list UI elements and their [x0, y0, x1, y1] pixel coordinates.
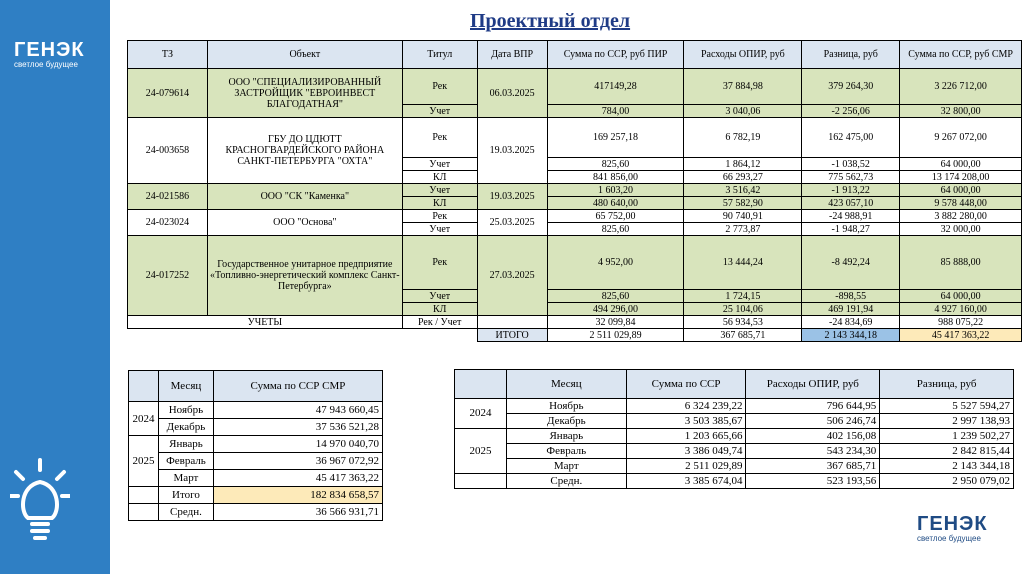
date-cell: 25.03.2025 — [477, 210, 547, 236]
tz-cell: 24-023024 — [128, 210, 208, 236]
year-cell: 2025 — [455, 429, 507, 474]
opir-cell: 506 246,74 — [746, 414, 880, 429]
table-row — [129, 436, 383, 453]
table-row — [128, 69, 1022, 105]
diff-cell: 379 264,30 — [802, 69, 900, 105]
table-row — [129, 453, 383, 470]
header-cell: ТЗ — [128, 41, 208, 69]
smr-cell: 9 578 448,00 — [900, 197, 1022, 210]
brand-name: ГЕНЭК — [14, 39, 85, 61]
value-cell: 14 970 040,70 — [213, 436, 382, 453]
diff-cell: 2 950 079,02 — [880, 474, 1014, 489]
smr-cell: 3 882 280,00 — [900, 210, 1022, 223]
pir-cell: 825,60 — [547, 290, 684, 303]
opir-cell: 3 040,06 — [684, 105, 802, 118]
title-cell: Учет — [402, 223, 477, 236]
month-cell: Декабрь — [158, 419, 213, 436]
tz-cell: 24-003658 — [128, 118, 208, 184]
diff-cell: 2 143 344,18 — [880, 459, 1014, 474]
itogo-label: ИТОГО — [477, 329, 547, 342]
pir-cell: 1 603,20 — [547, 184, 684, 197]
pir-cell: 784,00 — [547, 105, 684, 118]
opir-cell: 1 724,15 — [684, 290, 802, 303]
table-row — [455, 399, 1014, 414]
title-cell: Учет — [402, 158, 477, 171]
empty-cell — [129, 371, 159, 402]
header-cell: Сумма по ССР, руб СМР — [900, 41, 1022, 69]
smr-cell: 32 800,00 — [900, 105, 1022, 118]
smr-cell: 13 174 208,00 — [900, 171, 1022, 184]
diff-cell: -1 913,22 — [802, 184, 900, 197]
smr-summary-table — [128, 370, 383, 521]
tz-cell: 24-017252 — [128, 236, 208, 316]
pir-cell: 2 511 029,89 — [547, 329, 684, 342]
opir-cell: 3 516,42 — [684, 184, 802, 197]
object-cell: Государственное унитарное предприятие «Топливно-энергетический комплекс Санкт-Петербурга» — [207, 236, 402, 316]
smr-cell: 64 000,00 — [900, 290, 1022, 303]
diff-cell: 1 239 502,27 — [880, 429, 1014, 444]
pir-cell: 65 752,00 — [547, 210, 684, 223]
brand-tagline: светлое будущее — [917, 534, 981, 543]
date-cell: 19.03.2025 — [477, 118, 547, 184]
opir-cell: 402 156,08 — [746, 429, 880, 444]
project-table — [127, 40, 1022, 342]
month-cell: Февраль — [506, 444, 626, 459]
date-cell: 19.03.2025 — [477, 184, 547, 210]
sum-cell: 3 386 049,74 — [626, 444, 746, 459]
uchety-label: УЧЕТЫ — [128, 316, 403, 329]
pir-summary-table — [454, 369, 1014, 489]
diff-cell: 2 143 344,18 — [802, 329, 900, 342]
smr-cell: 3 226 712,00 — [900, 69, 1022, 105]
empty-cell — [129, 504, 159, 521]
month-cell: Февраль — [158, 453, 213, 470]
month-cell: Март — [158, 470, 213, 487]
table-row — [129, 419, 383, 436]
header-cell: Дата ВПР — [477, 41, 547, 69]
header-cell: Объект — [207, 41, 402, 69]
empty-cell — [477, 316, 547, 329]
opir-cell: 2 773,87 — [684, 223, 802, 236]
value-cell: 36 967 072,92 — [213, 453, 382, 470]
month-cell: Декабрь — [506, 414, 626, 429]
smr-cell: 64 000,00 — [900, 184, 1022, 197]
table-row — [455, 414, 1014, 429]
title-cell: Учет — [402, 290, 477, 303]
smr-cell: 988 075,22 — [900, 316, 1022, 329]
table-row — [129, 470, 383, 487]
header-cell: Расходы ОПИР, руб — [684, 41, 802, 69]
opir-cell: 37 884,98 — [684, 69, 802, 105]
month-cell: Ноябрь — [158, 402, 213, 419]
opir-cell: 543 234,30 — [746, 444, 880, 459]
header-cell: Разница, руб — [880, 370, 1014, 399]
sum-cell: 6 324 239,22 — [626, 399, 746, 414]
avg-row — [455, 474, 1014, 489]
object-cell: ООО "СПЕЦИАЛИЗИРОВАННЫЙ ЗАСТРОЙЩИК "ЕВРОИНВЕСТ БЛАГОДАТНАЯ" — [207, 69, 402, 118]
diff-cell: 469 191,94 — [802, 303, 900, 316]
value-cell: 47 943 660,45 — [213, 402, 382, 419]
title-cell: Рек — [402, 210, 477, 223]
empty-cell — [129, 487, 159, 504]
pir-cell: 480 640,00 — [547, 197, 684, 210]
pir-cell: 825,60 — [547, 158, 684, 171]
brand-logo-footer — [917, 514, 988, 544]
table-row — [128, 118, 1022, 158]
value-cell: 45 417 363,22 — [213, 470, 382, 487]
sum-cell: 1 203 665,66 — [626, 429, 746, 444]
diff-cell: 775 562,73 — [802, 171, 900, 184]
sum-cell: 3 503 385,67 — [626, 414, 746, 429]
title-cell: Рек — [402, 236, 477, 290]
opir-cell: 25 104,06 — [684, 303, 802, 316]
diff-cell: -1 948,27 — [802, 223, 900, 236]
table-header-row — [129, 371, 383, 402]
pir-cell: 494 296,00 — [547, 303, 684, 316]
header-cell: Месяц — [506, 370, 626, 399]
smr-cell: 85 888,00 — [900, 236, 1022, 290]
year-cell: 2024 — [455, 399, 507, 429]
diff-cell: 423 057,10 — [802, 197, 900, 210]
avg-label: Средн. — [158, 504, 213, 521]
opir-cell: 367 685,71 — [746, 459, 880, 474]
tz-cell: 24-079614 — [128, 69, 208, 118]
sum-cell: 3 385 674,04 — [626, 474, 746, 489]
table-header-row — [128, 41, 1022, 69]
diff-cell: -1 038,52 — [802, 158, 900, 171]
header-cell: Сумма по ССР СМР — [213, 371, 382, 402]
smr-cell: 9 267 072,00 — [900, 118, 1022, 158]
opir-cell: 367 685,71 — [684, 329, 802, 342]
date-cell: 06.03.2025 — [477, 69, 547, 118]
pir-cell: 32 099,84 — [547, 316, 684, 329]
opir-cell: 90 740,91 — [684, 210, 802, 223]
title-cell: Рек — [402, 69, 477, 105]
pir-cell: 841 856,00 — [547, 171, 684, 184]
table-row — [455, 429, 1014, 444]
month-cell: Ноябрь — [506, 399, 626, 414]
total-row — [129, 487, 383, 504]
opir-cell: 6 782,19 — [684, 118, 802, 158]
opir-cell: 56 934,53 — [684, 316, 802, 329]
table-row — [455, 444, 1014, 459]
title-cell: КЛ — [402, 303, 477, 316]
empty-cell — [128, 329, 478, 342]
smr-cell: 32 000,00 — [900, 223, 1022, 236]
pir-cell: 169 257,18 — [547, 118, 684, 158]
smr-cell: 45 417 363,22 — [900, 329, 1022, 342]
brand-name: ГЕНЭК — [917, 513, 988, 535]
pir-cell: 417149,28 — [547, 69, 684, 105]
month-cell: Март — [506, 459, 626, 474]
diff-cell: 2 842 815,44 — [880, 444, 1014, 459]
pir-cell: 825,60 — [547, 223, 684, 236]
month-cell: Январь — [506, 429, 626, 444]
header-cell: Разница, руб — [802, 41, 900, 69]
title-cell: Учет — [402, 105, 477, 118]
empty-cell — [455, 370, 507, 399]
brand-logo — [14, 40, 85, 70]
diff-cell: -24 988,91 — [802, 210, 900, 223]
year-cell: 2025 — [129, 436, 159, 487]
date-cell: 27.03.2025 — [477, 236, 547, 316]
empty-cell — [455, 474, 507, 489]
title-cell: КЛ — [402, 197, 477, 210]
table-row — [455, 459, 1014, 474]
object-cell: ООО "Основа" — [207, 210, 402, 236]
uchety-row — [128, 316, 1022, 329]
title-cell: Рек / Учет — [402, 316, 477, 329]
month-cell: Средн. — [506, 474, 626, 489]
itogo-row — [128, 329, 1022, 342]
diff-cell: 5 527 594,27 — [880, 399, 1014, 414]
opir-cell: 57 582,90 — [684, 197, 802, 210]
sum-cell: 2 511 029,89 — [626, 459, 746, 474]
table-row — [128, 236, 1022, 290]
header-cell: Месяц — [158, 371, 213, 402]
year-cell: 2024 — [129, 402, 159, 436]
avg-value: 36 566 931,71 — [213, 504, 382, 521]
diff-cell: 162 475,00 — [802, 118, 900, 158]
header-cell: Сумма по ССР — [626, 370, 746, 399]
title-cell: Рек — [402, 118, 477, 158]
header-cell: Сумма по ССР, руб ПИР — [547, 41, 684, 69]
opir-cell: 13 444,24 — [684, 236, 802, 290]
avg-row — [129, 504, 383, 521]
object-cell: ГБУ ДО ЦДЮТТ КРАСНОГВАРДЕЙСКОГО РАЙОНА САНКТ-ПЕТЕРБУРГА "ОХТА" — [207, 118, 402, 184]
title-cell: Учет — [402, 184, 477, 197]
month-cell: Январь — [158, 436, 213, 453]
header-cell: Расходы ОПИР, руб — [746, 370, 880, 399]
diff-cell: -2 256,06 — [802, 105, 900, 118]
object-cell: ООО "СК "Каменка" — [207, 184, 402, 210]
diff-cell: -24 834,69 — [802, 316, 900, 329]
table-row — [129, 402, 383, 419]
page-title: Проектный отдел — [470, 10, 631, 32]
opir-cell: 66 293,27 — [684, 171, 802, 184]
total-label: Итого — [158, 487, 213, 504]
total-value: 182 834 658,57 — [213, 487, 382, 504]
title-cell: КЛ — [402, 171, 477, 184]
smr-cell: 64 000,00 — [900, 158, 1022, 171]
opir-cell: 1 864,12 — [684, 158, 802, 171]
brand-tagline: светлое будущее — [14, 60, 78, 69]
tz-cell: 24-021586 — [128, 184, 208, 210]
opir-cell: 796 644,95 — [746, 399, 880, 414]
header-cell: Титул — [402, 41, 477, 69]
pir-cell: 4 952,00 — [547, 236, 684, 290]
table-row — [128, 210, 1022, 223]
smr-cell: 4 927 160,00 — [900, 303, 1022, 316]
table-row — [128, 184, 1022, 197]
lightbulb-icon — [10, 456, 70, 544]
opir-cell: 523 193,56 — [746, 474, 880, 489]
diff-cell: -898,55 — [802, 290, 900, 303]
diff-cell: 2 997 138,93 — [880, 414, 1014, 429]
diff-cell: -8 492,24 — [802, 236, 900, 290]
table-header-row — [455, 370, 1014, 399]
value-cell: 37 536 521,28 — [213, 419, 382, 436]
